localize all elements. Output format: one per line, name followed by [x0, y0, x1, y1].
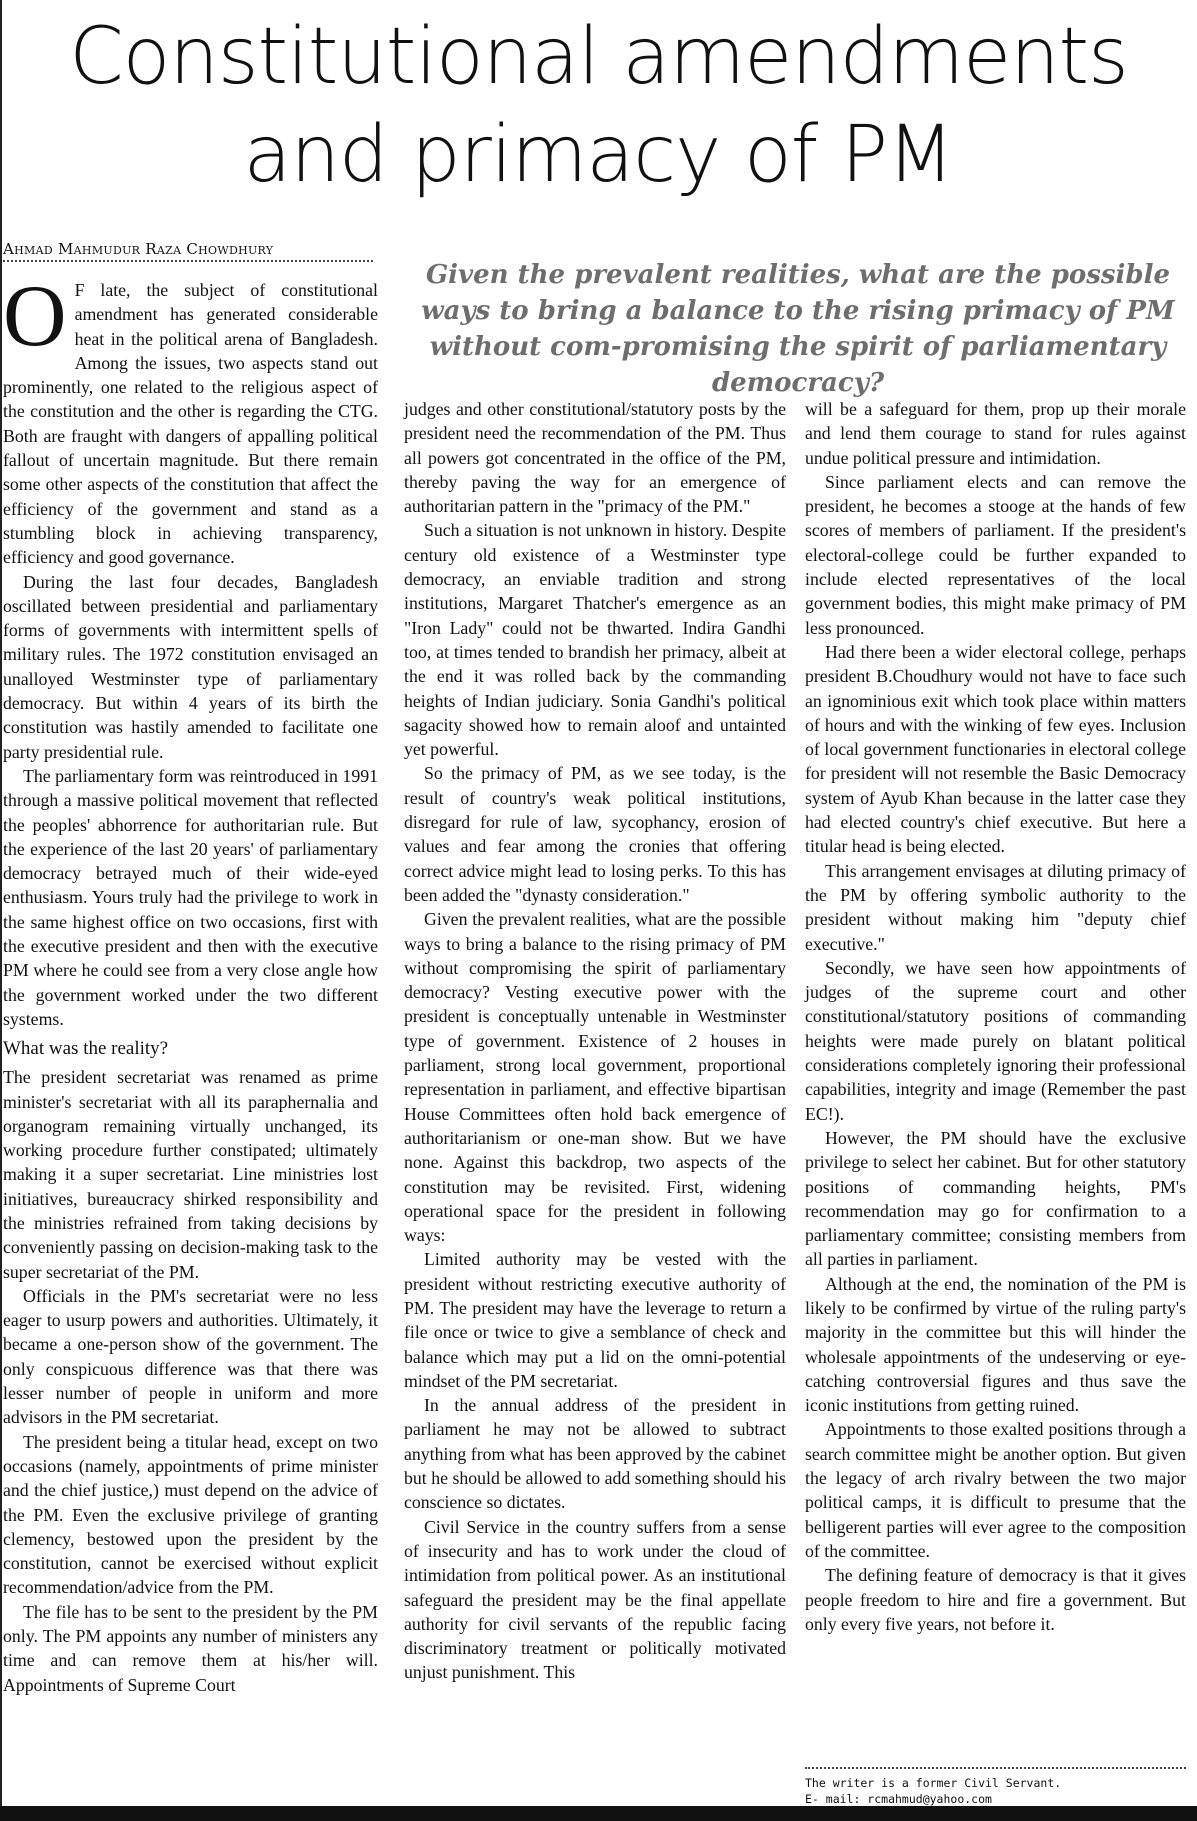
- paragraph: Civil Service in the country suffers from a sense of insecurity and has to work under the cloud of intimidation from political power. As an institutional safeguard the president may be the final appellate authority for civil servants of the republic facing discriminatory treatment or politically motivated unjust punishment. This: [404, 1516, 786, 1683]
- author-byline: Ahmad Mahmudur Raza Chowdhury: [3, 240, 373, 262]
- headline: Constitutional amendments and primacy of PM: [69, 12, 1128, 200]
- author-note: [805, 1767, 1186, 1807]
- paragraph: Given the prevalent realities, what are the possible ways to bring a balance to the rising primacy of PM without compromising the spirit of parliamentary democracy? Vesting executive power with the president is conceptually untenable in Westminster type of government. Existence of 2 houses in parliament, strong local government, proportional representation in parliament, and effective bipartisan House Committees often hold back emergence of authoritarianism or one-man show. But we have none. Against this backdrop, two aspects of the constitution may be revisited. First, widening operational space for the president in following ways:: [404, 909, 786, 1246]
- paragraph: The defining feature of democracy is that it gives people freedom to hire and fire a government. But only every five years, not before it.: [805, 1565, 1186, 1634]
- paragraph: The president secretariat was renamed as prime minister's secretariat with all its paraphernalia and organogram remaining virtually unchanged, its working procedure further constipated; ultimately making it a super secretariat. Line ministries lost initiatives, bureaucracy shirked responsibility and the ministries refrained from taking decisions by conveniently passing on decision-making task to the super secretariat of the PM.: [3, 1067, 378, 1282]
- paragraph: The file has to be sent to the president by the PM only. The PM appoints any number of ministers any time and can remove them at his/her will. Appointments of Supreme Court: [3, 1601, 378, 1695]
- paragraph: will be a safeguard for them, prop up their morale and lend them courage to stand for rules against undue political pressure and intimidation.: [805, 399, 1186, 468]
- paragraph: Limited authority may be vested with the president without restricting executive authority of PM. The president may have the leverage to return a file once or twice to give a semblance of check and balance which may put a lid on the omni-potential mindset of the PM secretariat.: [404, 1249, 786, 1391]
- paragraph: Such a situation is not unknown in history. Despite century old existence of a Westminster type democracy, an enviable tradition and strong institutions, Margaret Thatcher's emergence as an "Iron Lady" could not be thwarted. Indira Gandhi too, at times tended to brandish her primacy, albeit at the end it was rolled back by the commanding heights of Indian judiciary. Sonia Gandhi's political sagacity showed how to remain aloof and untainted yet powerful.: [404, 520, 786, 760]
- paragraph: The president being a titular head, except on two occasions (namely, appointments of prime minister and the chief justice,) must depend on the advice of the PM. Even the exclusive privilege of granting clemency, bestowed upon the president by the constitution, cannot be exercised without explicit recommendation/advice from the PM.: [3, 1431, 378, 1598]
- paragraph: So the primacy of PM, as we see today, is the result of country's weak political institutions, disregard for rule of law, sycophancy, erosion of values and fear among the cronies that offering correct advice might lead to losing perks. To this has been added the "dynasty consideration.": [404, 763, 786, 905]
- subheading: What was the reality?: [3, 1038, 169, 1060]
- author-credit: The writer is a former Civil Servant.: [805, 1776, 1062, 1790]
- bottom-border-bar: [0, 1806, 1197, 1821]
- left-border-rule: [0, 0, 2, 1806]
- author-email: E- mail: rcmahmud@yahoo.com: [805, 1792, 992, 1806]
- paragraph: Secondly, we have seen how appointments of judges of the supreme court and other constitutional/statutory positions of commanding heights were made purely on blatant political considerations completely ignoring their professional capabilities, integrity and image (Remember the past EC!).: [805, 957, 1186, 1124]
- paragraph: F late, the subject of constitutional amendment has generated considerable heat in the political arena of Bangladesh. Among the issues, two aspects stand out prominently, one related to the religious aspect of the constitution and the other is regarding the CTG. Both are fraught with dangers of appalling political fallout of uncertain magnitude. But there remain some other aspects of the constitution that affect the efficiency of the government and stand as a stumbling block in achieving transparency, efficiency and good governance.: [3, 280, 378, 568]
- paragraph: In the annual address of the president in parliament he may not be allowed to subtract anything from what has been approved by the cabinet but he should be allowed to add something should his conscience so dictates.: [404, 1395, 786, 1513]
- article-column-1: [3, 268, 378, 1697]
- paragraph: Appointments to those exalted positions through a search committee might be another option. But given the legacy of arch rivalry between the two major political camps, it is difficult to presume that the belligerent parties will ever agree to the composition of the committee.: [805, 1419, 1186, 1561]
- paragraph: The parliamentary form was reintroduced in 1991 through a massive political movement that reflected the peoples' abhorrence for authoritarian rule. But the experience of the last 20 years' of parliamentary democracy betrayed much of their wide-eyed enthusiasm. Yours truly had the privilege to work in the same highest office on two occasions, first with the executive president and then with the executive PM where he could see from a very close angle how the government worked under the two different systems.: [3, 765, 378, 1029]
- paragraph: Although at the end, the nomination of the PM is likely to be confirmed by virtue of the ruling party's majority in the committee but this will hinder the wholesale appointments of the undeserving or eye-catching controversial figures and thus save the iconic institutions from getting ruined.: [805, 1273, 1186, 1416]
- article-column-2: [404, 397, 786, 1685]
- paragraph: Had there been a wider electoral college, perhaps president B.Choudhury would not have to face such an ignominious exit which took place within matters of hours and with the winking of few eyes. Inclusion of local government functionaries in electoral college for president will not resemble the Basic Democracy system of Ayub Khan because in the latter case they had elected country's chief executive. But here a titular head is being elected.: [805, 641, 1186, 857]
- paragraph: This arrangement envisages at diluting primacy of the PM by offering symbolic authority to the president without making him "deputy chief executive.": [805, 860, 1186, 954]
- paragraph: However, the PM should have the exclusive privilege to select her cabinet. But for other statutory positions of commanding heights, PM's recommendation may go for confirmation to a parliamentary committee; consisting members from all parties in parliament.: [805, 1127, 1186, 1270]
- paragraph: Officials in the PM's secretariat were no less eager to usurp powers and authorities. Ultimately, it became a one-person show of the government. The only conspicuous difference was that there was lesser number of people in uniform and more advisors in the PM secretariat.: [3, 1285, 378, 1428]
- paragraph: During the last four decades, Bangladesh oscillated between presidential and parliamentary forms of governments with intermittent spells of military rules. The 1972 constitution envisaged an unalloyed Westminster type of parliamentary democracy. But within 4 years of its birth the constitution was hastily amended to facilitate one party presidential rule.: [3, 571, 378, 762]
- pull-quote: Given the prevalent realities, what are the possible ways to bring a balance to the rising primacy of PM without com-promising the spirit of parliamentary democracy?: [421, 260, 1175, 398]
- drop-cap: O: [3, 268, 67, 365]
- paragraph: judges and other constitutional/statutory posts by the president need the recommendation of the PM. Thus all powers got concentrated in the office of the PM, thereby paving the way for an emergence of authoritarian pattern in the "primacy of the PM.": [404, 399, 786, 517]
- article-column-3: [805, 397, 1186, 1636]
- paragraph: Since parliament elects and can remove the president, he becomes a stooge at the hands of few scores of members of parliament. If the president's electoral-college could be further expanded to include elected representatives of the local government bodies, this might make primacy of PM less pronounced.: [805, 471, 1186, 638]
